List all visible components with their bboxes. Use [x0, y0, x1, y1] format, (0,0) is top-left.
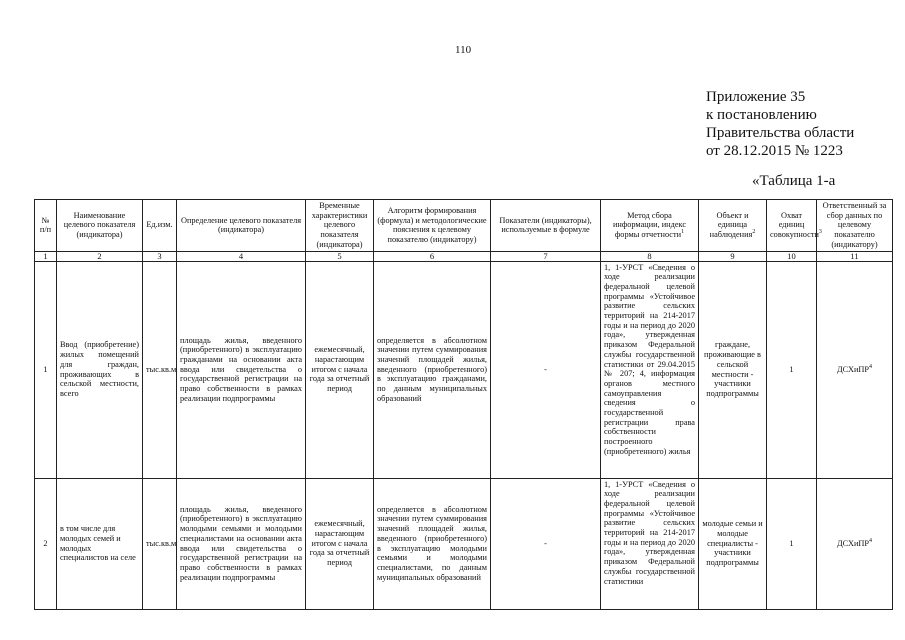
header-indicators: Показатели (индикаторы), используемые в формуле [491, 200, 601, 252]
column-number: 9 [699, 251, 767, 261]
algorithm-cell: определяется в абсолютном значении путем суммирования значений площадей жилья, введенного (приобретенного) в эксплуатацию гражданами, по данным муниципальных образований [374, 261, 491, 478]
header-unit: Ед.изм. [143, 200, 177, 252]
column-number: 3 [143, 251, 177, 261]
algorithm-cell: определяется в абсолютном значении путем суммирования значений площадей жилья, введенного (приобретенного) в эксплуатацию молодыми семьями и молодыми специалистами, по данным муниципальных образований [374, 478, 491, 609]
column-number: 6 [374, 251, 491, 261]
header-name: Наименование целевого показателя (индикатора) [57, 200, 143, 252]
indicator-name: Ввод (приобретение) жилых помещений для граждан, проживающих в сельской местности, всего [57, 261, 143, 478]
header-coverage-note: 3 [818, 229, 822, 236]
table-header-row [35, 200, 893, 252]
header-method: Метод сбора информации, индекс формы отчетности$^1$ [601, 200, 699, 252]
table-row [35, 478, 893, 609]
header-definition: Определение целевого показателя (индикатора) [177, 200, 306, 252]
indicators-cell: - [491, 261, 601, 478]
appendix-line-1: Приложение 35 [706, 89, 806, 105]
header-object-note: 2 [752, 229, 756, 236]
appendix-line-3: Правительства области [706, 125, 855, 141]
responsible-note: 4 [869, 363, 873, 370]
header-object: Объект и единица наблюдения$^2$ [699, 200, 767, 252]
header-algorithm: Алгоритм формирования (формула) и методологические пояснения к целевому показателю (индикатору) [374, 200, 491, 252]
table-row [35, 261, 893, 478]
coverage-cell: 1 [767, 478, 817, 609]
responsible-cell: ДСХиПР$^4$ [817, 478, 893, 609]
page-number: 110 [455, 44, 472, 56]
coverage-cell: 1 [767, 261, 817, 478]
column-number: 8 [601, 251, 699, 261]
responsible-cell: ДСХиПР$^4$ [817, 261, 893, 478]
header-timing: Временные характеристики целевого показателя (индикатора) [306, 200, 374, 252]
column-number: 1 [35, 251, 57, 261]
appendix-line-4: от 28.12.2015 № 1223 [706, 143, 843, 159]
row-number: 1 [35, 261, 57, 478]
definition-cell: площадь жилья, введенного (приобретенного) в эксплуатацию гражданами на основании акта ввода или свидетельства о государственной регистрации на право собственности в рамках реализации подпрограммы [177, 261, 306, 478]
appendix-header [706, 88, 854, 160]
column-number: 10 [767, 251, 817, 261]
object-cell: граждане, проживающие в сельской местности - участники подпрограммы [699, 261, 767, 478]
header-num: № п/п [35, 200, 57, 252]
object-cell: молодые семьи и молодые специалисты - участники подпрограммы [699, 478, 767, 609]
row-number: 2 [35, 478, 57, 609]
timing-cell: ежемесячный, нарастающим итогом с начала года за отчетный период [306, 478, 374, 609]
indicators-cell: - [491, 478, 601, 609]
method-cell: 1, 1-УРСТ «Сведения о ходе реализации федеральной целевой программы «Устойчивое развитие сельских территорий на 214-2017 годы и на период до 2020 года», утвержденная приказом Федеральной службы государственной статистики [601, 478, 699, 609]
table-caption: «Таблица 1-а [752, 173, 836, 189]
indicator-name: в том числе для молодых семей и молодых специалистов на селе [57, 478, 143, 609]
unit-cell: тыс.кв.м [143, 478, 177, 609]
column-number: 11 [817, 251, 893, 261]
responsible-note: 4 [869, 537, 873, 544]
definition-cell: площадь жилья, введенного (приобретенного) в эксплуатацию молодыми семьями и молодыми специалистами на основании акта ввода или свидетельства о государственной регистрации на право собственности в рамках реализации подпрограммы [177, 478, 306, 609]
column-number: 2 [57, 251, 143, 261]
header-responsible: Ответственный за сбор данных по целевому показателю (индикатору) [817, 200, 893, 252]
header-coverage: Охват единиц совокупности$^3$ [767, 200, 817, 252]
indicator-table [34, 199, 893, 610]
unit-cell: тыс.кв.м [143, 261, 177, 478]
column-number: 4 [177, 251, 306, 261]
method-cell: 1, 1-УРСТ «Сведения о ходе реализации федеральной целевой программы «Устойчивое развитие сельских территорий на 214-2017 годы и на период до 2020 года», утвержденная приказом Федеральной службы государственной статистики от 29.04.2015 № 207; 4, информация органов местного самоуправления сведения о государственной регистрации права собственности пострoенного (приобретенного) жилья [601, 261, 699, 478]
header-method-note: 1 [681, 229, 685, 236]
timing-cell: ежемесячный, нарастающим итогом с начала года за отчетный период [306, 261, 374, 478]
column-number: 7 [491, 251, 601, 261]
column-number: 5 [306, 251, 374, 261]
appendix-line-2: к постановлению [706, 107, 817, 123]
column-number-row [35, 251, 893, 261]
